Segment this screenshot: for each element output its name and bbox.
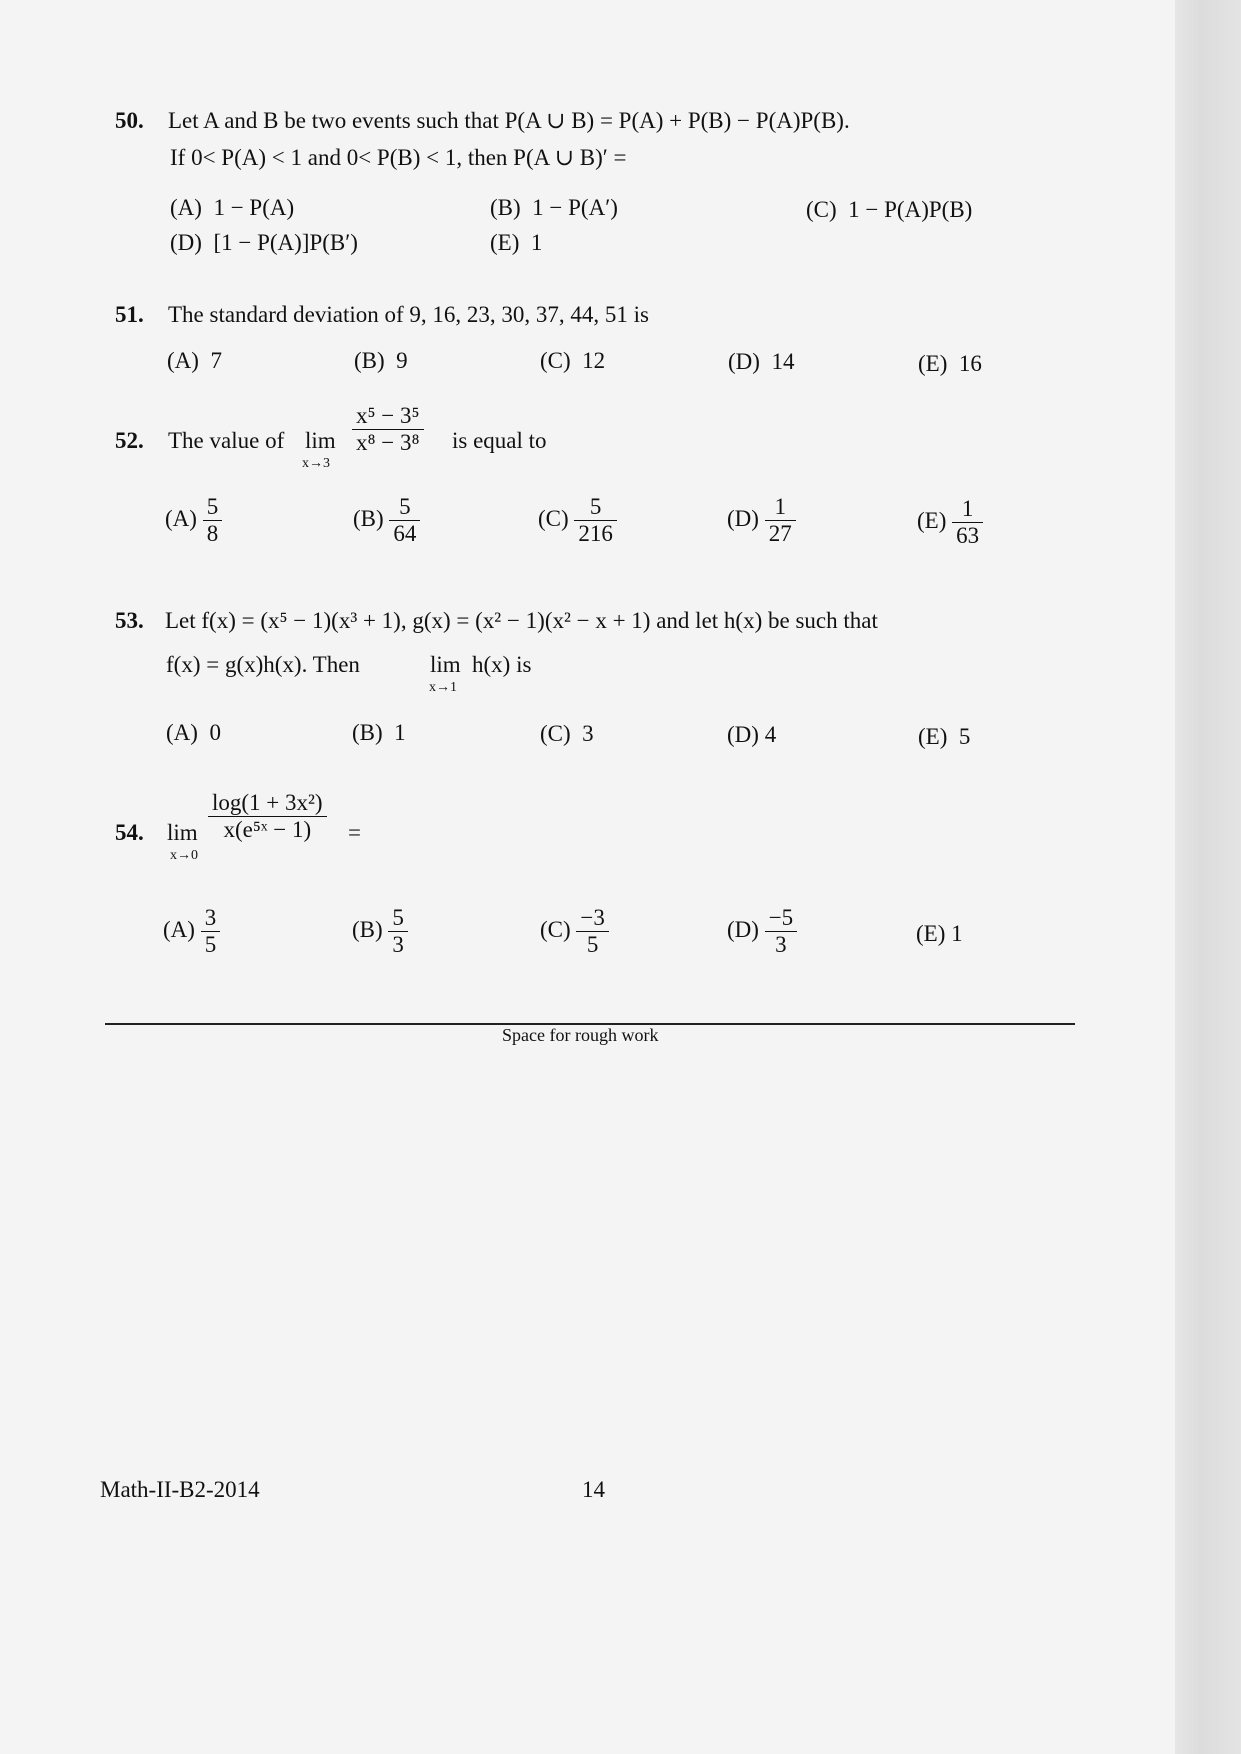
q51-option-a: (A) 7 [167, 348, 222, 373]
q52-fraction [352, 403, 424, 457]
q52-lim: lim [305, 428, 336, 453]
q54-option-a: (A) $\frac{3}{5}$ [163, 905, 220, 959]
q50-option-a: (A) 1 − P(A) [170, 195, 295, 220]
q53-number: 53. [115, 608, 144, 633]
q51-option-e: (E) 16 [918, 351, 982, 376]
rough-work-label: Space for rough work [502, 1025, 659, 1045]
footer-page-number: 14 [582, 1477, 605, 1502]
q52-denominator: x⁸ − 3⁸ [356, 430, 420, 456]
q51-text: The standard deviation of 9, 16, 23, 30, 37, 44, 51 is [168, 302, 650, 327]
q54-numerator: log(1 + 3x²) [208, 790, 327, 817]
q54-lim-sub: x→0 [170, 848, 198, 863]
q52-option-b: (B) $\frac{5}{64}$ [353, 494, 420, 548]
q53-text-line2: f(x) = g(x)h(x). Then [166, 652, 360, 677]
q53-option-b: (B) 1 [352, 720, 406, 745]
q50-number: 50. [115, 108, 144, 133]
q54-option-e: (E) 1 [916, 921, 963, 946]
q54-option-d: (D) $\frac{-5}{3}$ [727, 905, 797, 959]
q52-numerator: x⁵ − 3⁵ [352, 403, 424, 430]
q50-option-d: (D) [1 − P(A)]P(B′) [170, 230, 358, 255]
q51-number: 51. [115, 302, 144, 327]
q54-fraction [208, 790, 327, 844]
q52-option-a: (A) $\frac{5}{8}$ [165, 494, 222, 548]
q54-lim: lim [167, 820, 198, 845]
q53-text-line1: Let f(x) = (x⁵ − 1)(x³ + 1), g(x) = (x² − 1)(x² − x + 1) and let h(x) be such that [165, 608, 878, 633]
q53-option-d: (D) 4 [727, 722, 777, 747]
q51-option-d: (D) 14 [728, 349, 795, 374]
q54-equals: = [348, 820, 361, 845]
q50-text-line1: Let A and B be two events such that P(A ∪ B) = P(A) + P(B) − P(A)P(B). [168, 108, 850, 133]
q53-lim: lim [430, 652, 461, 677]
q53-option-e: (E) 5 [918, 724, 971, 749]
q52-option-d: (D) $\frac{1}{27}$ [727, 494, 796, 548]
q52-suffix: is equal to [452, 428, 547, 453]
q53-option-a: (A) 0 [166, 720, 221, 745]
q54-option-c: (C) $\frac{-3}{5}$ [540, 905, 609, 959]
q53-tail: h(x) is [472, 652, 532, 677]
q51-option-c: (C) 12 [540, 348, 606, 373]
footer-paper-code: Math-II-B2-2014 [100, 1477, 260, 1502]
q50-option-c: (C) 1 − P(A)P(B) [806, 197, 973, 222]
q51-option-b: (B) 9 [354, 348, 408, 373]
q52-prefix: The value of [168, 428, 285, 453]
q50-option-b: (B) 1 − P(A′) [490, 195, 618, 220]
q52-option-e: (E) $\frac{1}{63}$ [917, 496, 983, 550]
q53-lim-sub: x→1 [429, 680, 457, 695]
q52-option-c: (C) $\frac{5}{216}$ [538, 494, 617, 548]
q50-option-e: (E) 1 [490, 230, 543, 255]
q54-denominator: x(e⁵ˣ − 1) [223, 817, 312, 843]
q54-option-b: (B) $\frac{5}{3}$ [352, 905, 408, 959]
q52-lim-sub: x→3 [302, 456, 330, 471]
q54-number: 54. [115, 820, 144, 845]
scan-edge [1175, 0, 1241, 1754]
q50-text-line2: If 0< P(A) < 1 and 0< P(B) < 1, then P(A ∪ B)′ = [170, 145, 627, 170]
q53-option-c: (C) 3 [540, 721, 594, 746]
q52-number: 52. [115, 428, 144, 453]
